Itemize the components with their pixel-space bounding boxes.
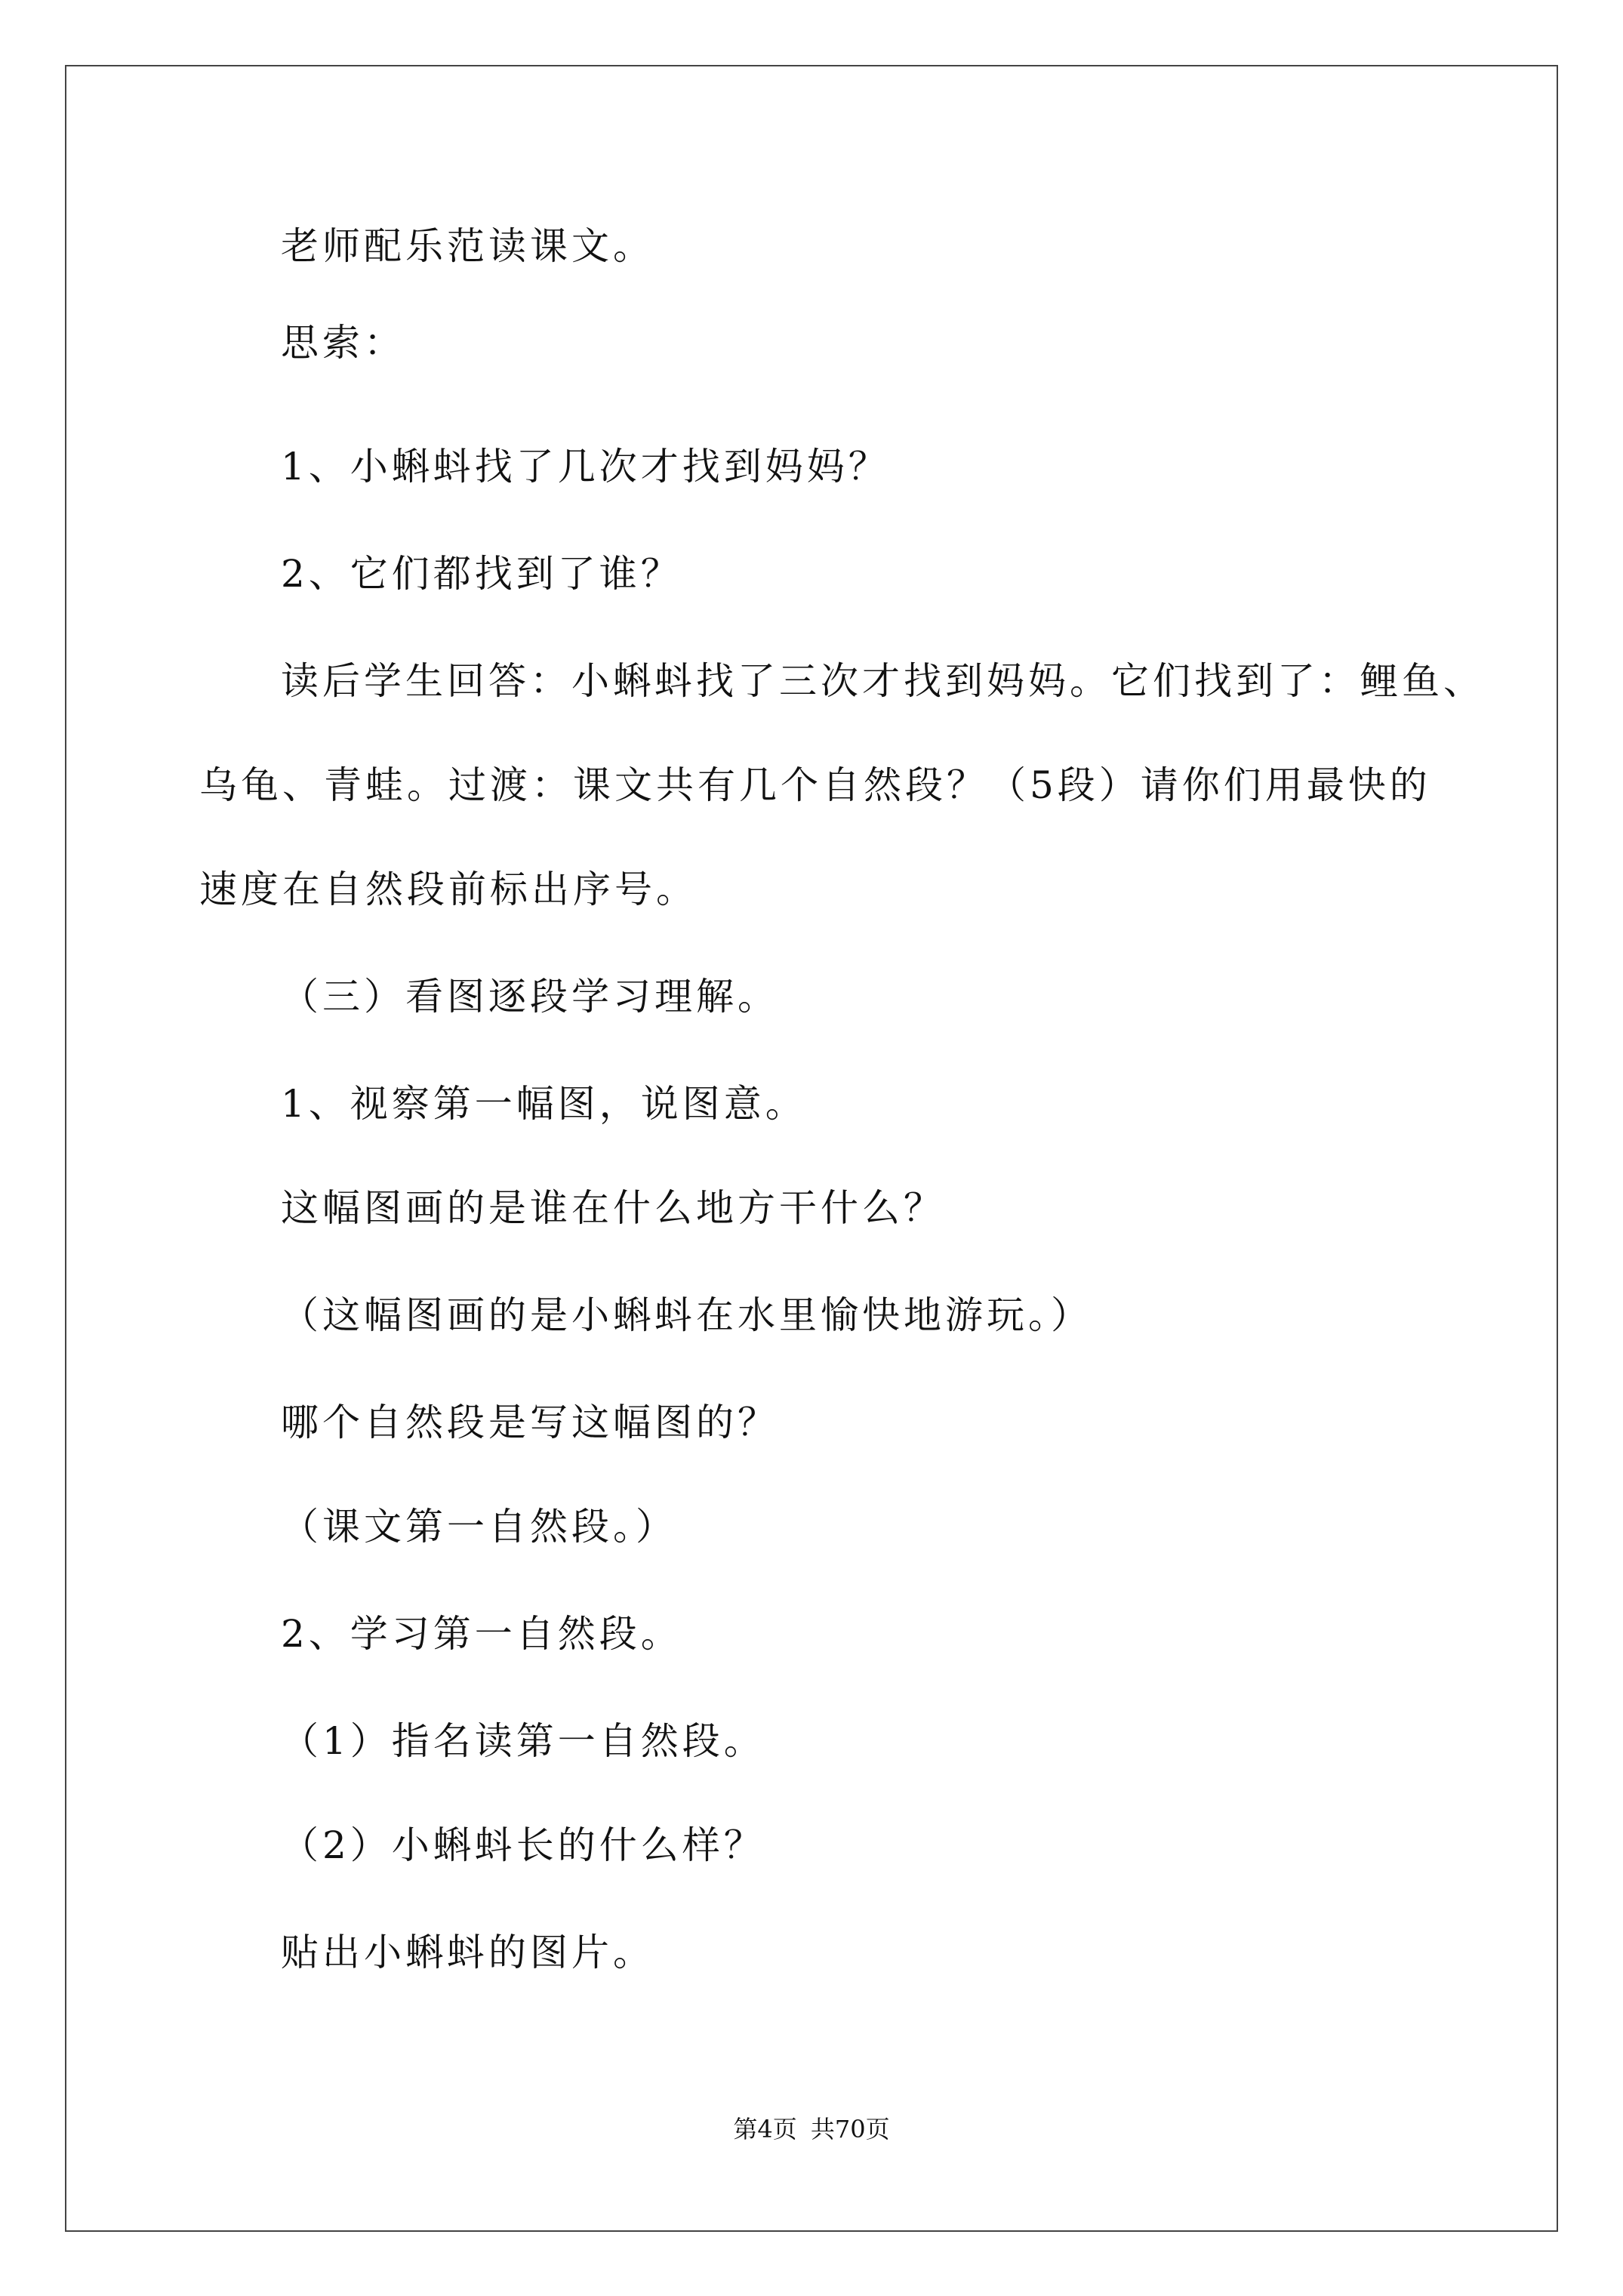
paragraph: （1）指名读第一自然段。 [281, 1719, 765, 1763]
paragraph: 2、学习第一自然段。 [281, 1612, 682, 1656]
paragraph: 读后学生回答：小蝌蚪找了三次才找到妈妈。它们找到了：鲤鱼、 [281, 659, 1485, 703]
paragraph: （这幅图画的是小蝌蚪在水里愉快地游玩。） [281, 1293, 1092, 1337]
paragraph: （2）小蝌蚪长的什么样？ [281, 1823, 765, 1867]
paragraph: 哪个自然段是写这幅图的？ [281, 1401, 779, 1444]
paragraph: 思索： [281, 321, 405, 365]
page-number: 第4页 [733, 2115, 797, 2143]
page-footer [0, 2110, 1623, 2145]
paragraph: 老师配乐范读课文。 [281, 224, 654, 268]
paragraph: 这幅图画的是谁在什么地方干什么？ [281, 1186, 945, 1230]
paragraph: 2、它们都找到了谁？ [281, 552, 682, 596]
paragraph: 乌龟、青蛙。过渡：课文共有几个自然段？（5段）请你们用最快的 [199, 763, 1431, 807]
paragraph: 1、小蝌蚪找了几次才找到妈妈？ [281, 445, 890, 488]
paragraph: 1、视察第一幅图，说图意。 [281, 1082, 807, 1126]
paragraph: （课文第一自然段。） [281, 1505, 677, 1549]
paragraph: 速度在自然段前标出序号。 [199, 868, 698, 911]
page-total: 共70页 [810, 2115, 890, 2143]
paragraph: （三）看图逐段学习理解。 [281, 975, 779, 1019]
paragraph: 贴出小蝌蚪的图片。 [281, 1931, 654, 1974]
